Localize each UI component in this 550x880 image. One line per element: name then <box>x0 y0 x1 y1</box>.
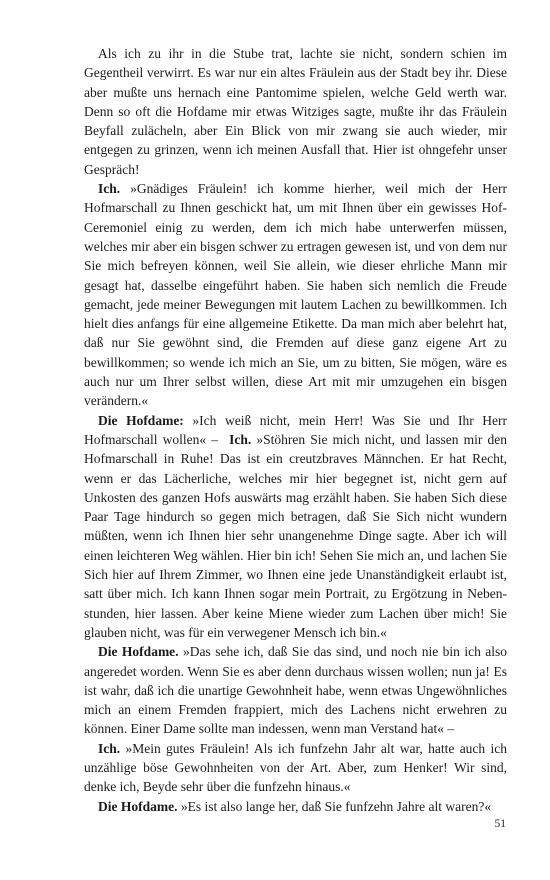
speaker-label: Ich. <box>229 431 252 447</box>
speaker-label: Ich. <box>98 181 121 197</box>
paragraph-text: »Ich weiß nicht, mein Herr! Was Sie und Ihr Herr Hofmarschall wollen« – <box>84 412 507 447</box>
paragraph <box>84 739 507 797</box>
speaker-label: Die Hofdame: <box>98 412 184 428</box>
speaker-label: Ich. <box>98 740 121 756</box>
paragraph-text: Als ich zu ihr in die Stube trat, lachte sie nicht, sondern schien im Gegentheil verwirrt. Es war nur ein altes Fräulein aus der Stadt bey ihr. Diese aber mußte uns hernach eine Pantomime spielen, welche Geld werth war. Denn so oft die Hofdame mir etwas Witziges sagte, mußte ihr das Fräulein Beyfall zulächeln, aber Ein Blick von mir zwang sie auch wieder, mir entgegen zu grinzen, wenn ich meinen Ausfall that. Hier ist ohngefehr unser Gespräch! <box>84 46 507 177</box>
page-number: 51 <box>494 818 506 830</box>
paragraph-text: »Stöhren Sie mich nicht, und lassen mir den Hofmarschall in Ruhe! Das ist ein creutzbraves Männchen. Er hat Recht, wenn er das Lächerliche, welches mir hier begegnet ist, nicht gern auf Unkosten des ganzen Hofs auswärts mag erzählt haben. Sie haben Sich diese Paar Tage hindurch so gegen mich betragen, daß Sie Sich nicht wundern müßten, wenn ich Ihnen hier sehr unangenehme Dinge sagte. Aber ich will einen leichteren Weg wählen. Hier bin ich! Sehen Sie mich an, und lachen Sie Sich hier auf Ihrem Zimmer, wo Ihnen eine jede Unanständigkeit erlaubt ist, satt über mich. Ich kann Ihnen sogar mein Portrait, zu Ergötzung in Nebenstunden, hier lassen. Aber keine Miene wieder zum Lachen über mich! Sie glauben nicht, was für ein verwegener Mensch ich bin.« <box>84 431 508 640</box>
speaker-label: Die Hofdame. <box>98 798 178 814</box>
paragraph-text: »Gnädiges Fräulein! ich komme hierher, weil mich der Herr Hofmarschall zu Ihnen geschickt hat, um mit Ihnen über ein gewisses Hof-Ceremoniel einig zu werden, dem ich mich habe unterwerfen müssen, welches mir aber ein bisgen schwer zu ertragen gewesen ist, und von dem nur Sie mich befreyen können, weil Sie allein, wie dieser ehrliche Mann mir gesagt hat, dasselbe eingeführt haben. Sie haben sich nemlich die Freude gemacht, jede meiner Bewegungen mit lautem Lachen zu bewillkommen. Ich hielt dies anfangs für eine allgemeine Etikette. Da man mich aber belehrt hat, daß nur Sie gewöhnt sind, die Fremden auf diese ganz eigene Art zu bewillkommen; so wende ich mich an Sie, um zu bitten, Sie mögen, wäre es auch nur um Ihrer selbst willen, diese Art mit mir umzugehen ein bisgen verändern.« <box>84 181 507 409</box>
paragraph-text: »Es ist also lange her, daß Sie funfzehn Jahre alt waren?« <box>180 798 492 814</box>
paragraph <box>84 179 507 411</box>
paragraph <box>84 642 507 738</box>
paragraph <box>84 411 507 643</box>
paragraph-text: »Mein gutes Fräulein! Als ich funfzehn Jahr alt war, hatte auch ich unzählige böse Gewohnheiten von der Art. Aber, zum Henker! Wir sind, denke ich, Beyde sehr über die funfzehn hinaus.« <box>84 740 507 795</box>
body-text <box>84 44 507 816</box>
paragraph-text: »Das sehe ich, daß Sie das sind, und noch nie bin ich also angeredet worden. Wenn Sie es aber denn durchaus wissen wollen; nun ja! Es ist wahr, daß ich die unartige Gewohnheit habe, wenn etwas Ungewöhnliches mich an einem Fremden frappiert, mich des Lachens nicht erwehren zu können. Einer Dame sollte man indessen, wenn man Verstand hat« – <box>84 644 508 737</box>
speaker-label: Die Hofdame. <box>98 644 179 660</box>
paragraph <box>84 797 507 816</box>
paragraph <box>84 44 507 179</box>
